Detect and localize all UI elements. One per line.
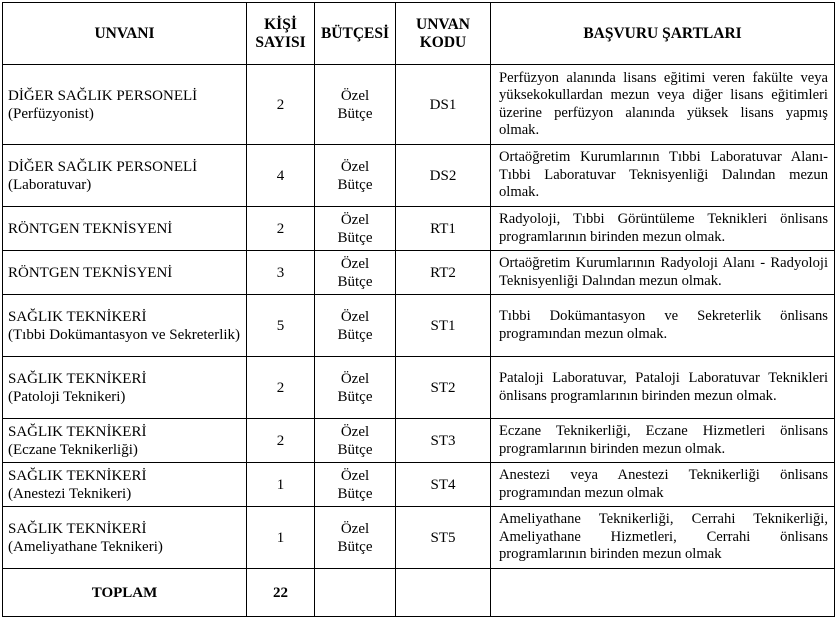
- budget-line1: Özel: [340, 308, 370, 325]
- position-budget: [315, 65, 396, 145]
- position-requirements: Radyoloji, Tıbbi Görüntüleme Teknikleri önlisans programlarının birinden mezun olmak.: [491, 207, 835, 251]
- position-budget: [315, 463, 396, 507]
- budget-line2: Bütçe: [337, 229, 373, 246]
- header-count-line1: KİŞİ: [264, 15, 297, 33]
- position-title-cell: [3, 251, 247, 295]
- position-code: ST1: [396, 295, 491, 357]
- budget-line2: Bütçe: [337, 176, 373, 193]
- header-title: UNVANI: [3, 3, 247, 65]
- header-code: [396, 3, 491, 65]
- table-row: [3, 419, 835, 463]
- budget-line1: Özel: [340, 520, 370, 537]
- budget-line1: Özel: [340, 467, 370, 484]
- position-title-cell: [3, 65, 247, 145]
- table-row: [3, 207, 835, 251]
- position-title: SAĞLIK TEKNİKERİ: [8, 520, 147, 537]
- position-title: SAĞLIK TEKNİKERİ: [8, 423, 147, 440]
- position-subtitle: (Tıbbi Dokümantasyon ve Sekreterlik): [8, 326, 241, 343]
- budget-line2: Bütçe: [337, 388, 373, 405]
- position-count: 2: [247, 65, 315, 145]
- header-count-line2: SAYISI: [255, 33, 306, 51]
- budget-line2: Bütçe: [337, 105, 373, 122]
- position-subtitle: (Laboratuvar): [8, 176, 92, 193]
- position-title: RÖNTGEN TEKNİSYENİ: [8, 264, 173, 281]
- position-title: DİĞER SAĞLIK PERSONELİ: [8, 87, 198, 104]
- total-label: TOPLAM: [3, 569, 247, 617]
- position-count: 2: [247, 419, 315, 463]
- total-empty-cell: [491, 569, 835, 617]
- position-title-cell: [3, 507, 247, 569]
- position-subtitle: (Patoloji Teknikeri): [8, 388, 126, 405]
- table-row: [3, 295, 835, 357]
- position-code: ST5: [396, 507, 491, 569]
- position-count: 2: [247, 357, 315, 419]
- position-count: 5: [247, 295, 315, 357]
- position-requirements: Pataloji Laboratuvar, Pataloji Laboratuvar Teknikleri önlisans programlarının birinden mezun olmak.: [491, 357, 835, 419]
- position-title-cell: [3, 357, 247, 419]
- header-count: [247, 3, 315, 65]
- budget-line2: Bütçe: [337, 273, 373, 290]
- position-title: SAĞLIK TEKNİKERİ: [8, 308, 147, 325]
- position-code: ST2: [396, 357, 491, 419]
- position-requirements: Ortaöğretim Kurumlarının Tıbbi Laboratuvar Alanı-Tıbbi Laboratuvar Teknisyenliği Dalından mezun olmak.: [491, 145, 835, 207]
- position-title-cell: [3, 207, 247, 251]
- header-requirements: BAŞVURU ŞARTLARI: [491, 3, 835, 65]
- position-code: RT2: [396, 251, 491, 295]
- position-requirements: Eczane Teknikerliği, Eczane Hizmetleri önlisans programlarının birinden mezun olmak.: [491, 419, 835, 463]
- position-title: SAĞLIK TEKNİKERİ: [8, 370, 147, 387]
- table-row: [3, 507, 835, 569]
- budget-line1: Özel: [340, 87, 370, 104]
- header-budget: BÜTÇESİ: [315, 3, 396, 65]
- position-budget: [315, 145, 396, 207]
- position-requirements: Ameliyathane Teknikerliği, Cerrahi Teknikerliği, Ameliyathane Hizmetleri, Cerrahi önlisans programlarının birinden mezun olmak: [491, 507, 835, 569]
- position-requirements: Tıbbi Dokümantasyon ve Sekreterlik önlisans programından mezun olmak.: [491, 295, 835, 357]
- position-budget: [315, 295, 396, 357]
- budget-line1: Özel: [340, 255, 370, 272]
- position-title-cell: [3, 419, 247, 463]
- position-budget: [315, 207, 396, 251]
- position-requirements: Ortaöğretim Kurumlarının Radyoloji Alanı - Radyoloji Teknisyenliği Dalından mezun olmak.: [491, 251, 835, 295]
- position-subtitle: (Perfüzyonist): [8, 105, 94, 122]
- position-count: 1: [247, 507, 315, 569]
- position-count: 4: [247, 145, 315, 207]
- budget-line2: Bütçe: [337, 538, 373, 555]
- position-code: ST3: [396, 419, 491, 463]
- position-count: 3: [247, 251, 315, 295]
- table-header-row: [3, 3, 835, 65]
- position-budget: [315, 419, 396, 463]
- position-budget: [315, 251, 396, 295]
- total-empty-cell: [315, 569, 396, 617]
- position-title: DİĞER SAĞLIK PERSONELİ: [8, 158, 198, 175]
- position-count: 1: [247, 463, 315, 507]
- table-row: [3, 65, 835, 145]
- budget-line1: Özel: [340, 423, 370, 440]
- table-row: [3, 251, 835, 295]
- position-title-cell: [3, 463, 247, 507]
- budget-line2: Bütçe: [337, 441, 373, 458]
- position-budget: [315, 507, 396, 569]
- header-code-line2: KODU: [419, 33, 467, 51]
- budget-line2: Bütçe: [337, 485, 373, 502]
- budget-line1: Özel: [340, 370, 370, 387]
- position-count: 2: [247, 207, 315, 251]
- table-row: [3, 357, 835, 419]
- position-code: RT1: [396, 207, 491, 251]
- position-code: DS1: [396, 65, 491, 145]
- table-row: [3, 145, 835, 207]
- budget-line2: Bütçe: [337, 326, 373, 343]
- position-requirements: Anestezi veya Anestezi Teknikerliği önlisans programından mezun olmak: [491, 463, 835, 507]
- position-code: DS2: [396, 145, 491, 207]
- table-row: [3, 463, 835, 507]
- budget-line1: Özel: [340, 158, 370, 175]
- position-subtitle: (Anestezi Teknikeri): [8, 485, 132, 502]
- position-requirements: Perfüzyon alanında lisans eğitimi veren fakülte veya yüksekokullardan mezun veya diğer lisans eğitimleri üzerine perfüzyon alanında yüksek lisans yapmış olmak.: [491, 65, 835, 145]
- header-code-line1: UNVAN: [416, 15, 470, 33]
- position-title-cell: [3, 145, 247, 207]
- total-empty-cell: [396, 569, 491, 617]
- position-title: SAĞLIK TEKNİKERİ: [8, 467, 147, 484]
- position-subtitle: (Ameliyathane Teknikeri): [8, 538, 163, 555]
- positions-table: [2, 2, 835, 617]
- position-subtitle: (Eczane Teknikerliği): [8, 441, 138, 458]
- total-count: 22: [247, 569, 315, 617]
- position-title-cell: [3, 295, 247, 357]
- budget-line1: Özel: [340, 211, 370, 228]
- position-budget: [315, 357, 396, 419]
- position-title: RÖNTGEN TEKNİSYENİ: [8, 220, 173, 237]
- position-code: ST4: [396, 463, 491, 507]
- total-row: [3, 569, 835, 617]
